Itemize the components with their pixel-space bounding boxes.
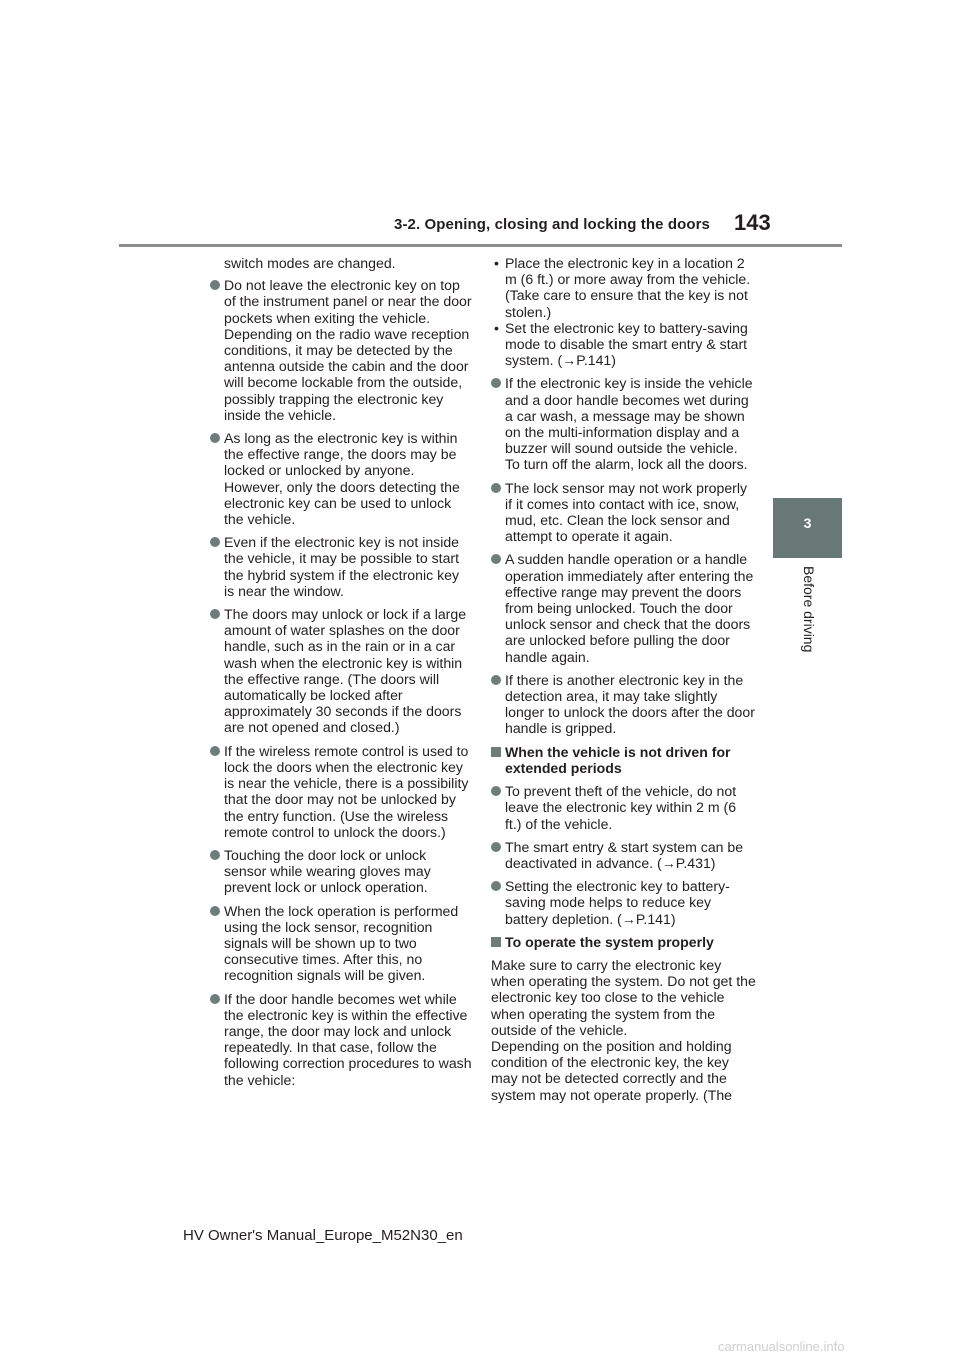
footer-site-watermark: carmanualsonline.info (718, 1339, 845, 1354)
bullet-item (491, 783, 756, 832)
bullet-text: Do not leave the electronic key on top of the instrument panel or near the door pockets when exiting the vehicle. Depending on the radio wave reception conditions, it may be detected by the antenna outside the cabin and the door will become lockable from the outside, possibly trapping the electronic key inside the vehicle. (224, 277, 472, 423)
bullet-text: The smart entry & start system can be deactivated in advance. (→P.431) (505, 838, 744, 871)
dash-marker: • (494, 255, 499, 271)
page-number: 143 (734, 210, 771, 235)
square-icon (491, 937, 501, 947)
bullet-icon (491, 881, 501, 891)
bullet-item (210, 991, 472, 1088)
bullet-icon (491, 842, 501, 852)
right-column (491, 255, 756, 1103)
dash-item (491, 255, 756, 320)
bullet-icon (210, 537, 220, 547)
bullet-item (210, 847, 472, 896)
footer-manual-name: HV Owner's Manual_Europe_M52N30_en (183, 1227, 463, 1244)
bullet-item (491, 480, 756, 545)
bullet-text: If the door handle becomes wet while the electronic key is within the effective range, the door may lock and unlock repeatedly. In that case, follow the following correction procedures to wash the vehicle: (224, 990, 472, 1088)
bullet-text: If the wireless remote control is used to lock the doors when the electronic key is near the vehicle, there is a possibility that the door may not be unlocked by the entry function. (Use the wireless remote control to unlock the doors.) (224, 742, 469, 840)
bullet-text: Even if the electronic key is not inside the vehicle, it may be possible to start the hybrid system if the electronic key is near the window. (224, 534, 460, 599)
bullet-icon (491, 378, 501, 388)
bullet-item (491, 672, 756, 737)
bullet-text: Setting the electronic key to battery-saving mode helps to reduce key battery depletion. (→P.141) (505, 878, 730, 927)
bullet-icon (210, 433, 220, 443)
bullet-icon (491, 675, 501, 685)
left-column (210, 255, 472, 1095)
bullet-text: The lock sensor may not work properly if it comes into contact with ice, snow, mud, etc. Clean the lock sensor and attempt to operate it again. (505, 479, 748, 545)
bullet-item (491, 839, 756, 871)
bullet-item (210, 430, 472, 527)
bullet-icon (210, 280, 220, 290)
continuation-text: switch modes are changed. (224, 255, 396, 271)
bullet-icon (491, 786, 501, 796)
bullet-icon (491, 483, 501, 493)
chapter-number: 3 (803, 515, 812, 531)
chapter-label: Before driving (801, 566, 817, 653)
body-paragraph: Make sure to carry the electronic key when operating the system. Do not get the electronic key too close to the vehicle when operating the system from the outside of the vehicle. (491, 956, 756, 1038)
bullet-item (491, 551, 756, 664)
bullet-text: To prevent theft of the vehicle, do not leave the electronic key within 2 m (6 ft.) of the vehicle. (505, 783, 737, 832)
dash-marker: • (494, 319, 499, 336)
bullet-item (210, 534, 472, 599)
dash-text: Place the electronic key in a location 2 m (6 ft.) or more away from the vehicle. (Take care to ensure that the key is not stolen.) (505, 255, 751, 320)
bullet-icon (491, 554, 501, 564)
subheading (491, 934, 756, 950)
bullet-item (210, 743, 472, 840)
bullet-text: As long as the electronic key is within the effective range, the doors may be locked or unlocked by anyone. However, only the doors detecting the electronic key can be used to unlock the vehicle. (224, 430, 460, 528)
bullet-icon (210, 609, 220, 619)
dash-item (491, 320, 756, 369)
bullet-item (491, 375, 756, 472)
bullet-item (210, 903, 472, 984)
bullet-text: A sudden handle operation or a handle operation immediately after entering the effective range may prevent the doors from being unlocked. Touch the door unlock sensor and check that the doors are unlocked before pulling the door handle again. (505, 551, 754, 665)
bullet-icon (210, 994, 220, 1004)
square-icon (491, 747, 501, 757)
section-title: 3-2. Opening, closing and locking the doors (394, 216, 710, 233)
subheading-text: To operate the system properly (505, 933, 714, 950)
subheading-text: When the vehicle is not driven for extended periods (505, 743, 731, 776)
dash-text: Set the electronic key to battery-saving mode to disable the smart entry & start system. (→P.141) (505, 319, 748, 369)
bullet-text: When the lock operation is performed using the lock sensor, recognition signals will be shown up to two consecutive times. After this, no recognition signals will be given. (224, 902, 459, 984)
bullet-text: If there is another electronic key in the detection area, it may take slightly longer to unlock the doors after the door handle is gripped. (505, 671, 755, 737)
bullet-icon (210, 746, 220, 756)
body-paragraph: Depending on the position and holding condition of the electronic key, the key may not be detected correctly and the system may not operate properly. (The (491, 1037, 732, 1103)
dash-list (491, 255, 756, 368)
header-rule (119, 244, 842, 247)
bullet-text: The doors may unlock or lock if a large amount of water splashes on the door handle, such as in the rain or in a car wash when the electronic key is within the effective range. (The doors will automatically be locked after approximately 30 seconds if the doors are not opened and closed.) (224, 606, 467, 736)
bullet-item (210, 606, 472, 736)
bullet-text: If the electronic key is inside the vehicle and a door handle becomes wet during a car wash, a message may be shown on the multi-information display and a buzzer will sound outside the vehicle. To turn off the alarm, lock all the doors. (505, 375, 753, 473)
bullet-item (210, 277, 472, 423)
bullet-item (491, 878, 756, 927)
bullet-icon (210, 906, 220, 916)
bullet-text: Touching the door lock or unlock sensor while wearing gloves may prevent lock or unlock operation. (224, 846, 431, 896)
subheading (491, 744, 756, 776)
chapter-tab (773, 498, 842, 558)
bullet-icon (210, 850, 220, 860)
